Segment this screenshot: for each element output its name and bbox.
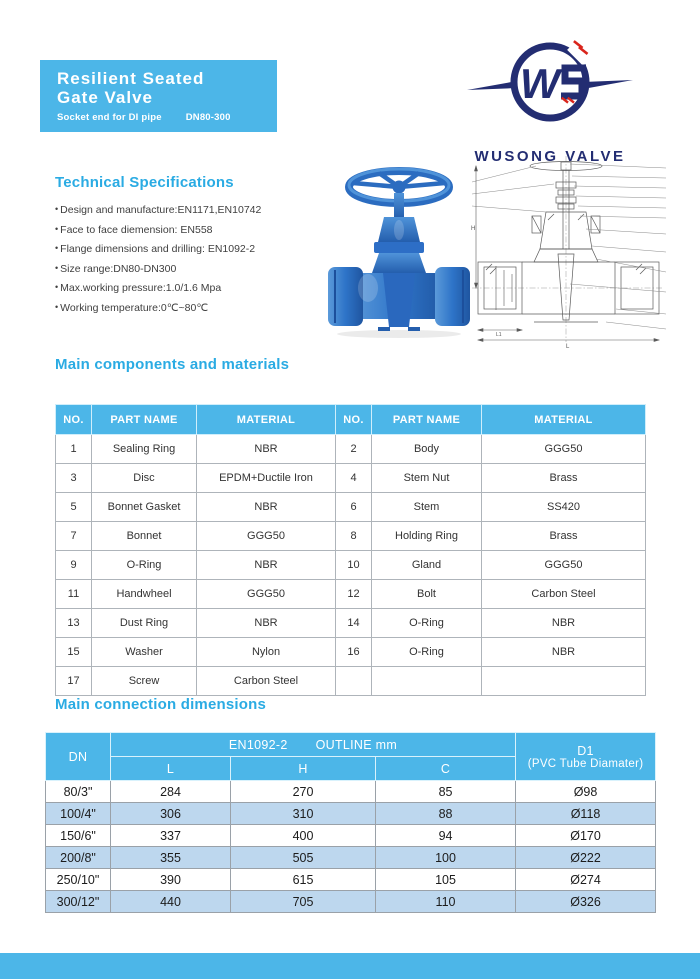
comp-cell: 3	[56, 464, 92, 493]
table-row	[56, 435, 646, 464]
dim-cell: 200/8"	[46, 847, 111, 869]
col-no-header: NO.	[336, 405, 372, 435]
product-title-line2: Gate Valve	[57, 88, 154, 107]
comp-cell: 8	[336, 522, 372, 551]
spec-item: • Size range:DN80-DN300	[55, 259, 335, 279]
col-l-header: L	[111, 757, 231, 781]
d1-label: D1	[577, 743, 594, 758]
dim-cell: 85	[376, 781, 516, 803]
standard-label: EN1092-2	[228, 737, 288, 752]
tech-specs-heading: Technical Specifications	[55, 174, 234, 191]
spec-item: • Flange dimensions and drilling: EN1092-2	[55, 239, 335, 259]
col-h-header: H	[231, 757, 376, 781]
comp-cell: 2	[336, 435, 372, 464]
dim-cell: 250/10"	[46, 869, 111, 891]
comp-cell: 14	[336, 609, 372, 638]
col-dn-header: DN	[46, 733, 111, 781]
comp-cell: 12	[336, 580, 372, 609]
brand-logo	[452, 30, 648, 165]
table-row	[46, 803, 656, 825]
dimensions-heading: Main connection dimensions	[55, 696, 267, 713]
product-title-line1: Resilient Seated	[57, 69, 205, 88]
drawing-dim-l: L	[566, 344, 570, 350]
dim-cell: 310	[231, 803, 376, 825]
comp-cell: Handwheel	[92, 580, 197, 609]
dim-cell: 440	[111, 891, 231, 913]
dim-cell: 400	[231, 825, 376, 847]
col-partname-header: PART NAME	[92, 405, 197, 435]
comp-cell: Washer	[92, 638, 197, 667]
comp-cell: Disc	[92, 464, 197, 493]
table-row	[56, 493, 646, 522]
comp-cell: Carbon Steel	[482, 580, 646, 609]
col-material-header: MATERIAL	[482, 405, 646, 435]
dim-cell: Ø98	[516, 781, 656, 803]
comp-cell: NBR	[197, 435, 336, 464]
dim-cell: 88	[376, 803, 516, 825]
comp-cell: EPDM+Ductile Iron	[197, 464, 336, 493]
comp-cell: O-Ring	[372, 609, 482, 638]
comp-cell: Screw	[92, 667, 197, 696]
dim-cell: Ø326	[516, 891, 656, 913]
dim-cell: 150/6"	[46, 825, 111, 847]
dim-cell: 284	[111, 781, 231, 803]
table-row	[56, 522, 646, 551]
comp-cell: 15	[56, 638, 92, 667]
table-row	[56, 551, 646, 580]
valve-photo	[320, 160, 482, 340]
dim-cell: Ø222	[516, 847, 656, 869]
components-heading: Main components and materials	[55, 356, 290, 373]
comp-cell: Brass	[482, 522, 646, 551]
comp-cell	[372, 667, 482, 696]
table-row	[56, 667, 646, 696]
components-table	[55, 404, 646, 696]
comp-cell: Bonnet	[92, 522, 197, 551]
table-row	[46, 847, 656, 869]
table-row	[56, 464, 646, 493]
dim-cell: 100/4"	[46, 803, 111, 825]
comp-cell: Carbon Steel	[197, 667, 336, 696]
col-c-header: C	[376, 757, 516, 781]
comp-cell: GGG50	[482, 435, 646, 464]
dim-cell: 355	[111, 847, 231, 869]
spec-item: • Working temperature:0℃~80℃	[55, 298, 335, 318]
comp-cell: Body	[372, 435, 482, 464]
comp-cell: 6	[336, 493, 372, 522]
d1-sublabel: (PVC Tube Diamater)	[527, 757, 644, 770]
comp-cell: 1	[56, 435, 92, 464]
table-row	[56, 638, 646, 667]
comp-cell: Dust Ring	[92, 609, 197, 638]
drawing-dim-h: H	[471, 226, 476, 232]
dim-cell: 505	[231, 847, 376, 869]
comp-cell: NBR	[197, 493, 336, 522]
comp-cell: 10	[336, 551, 372, 580]
comp-cell: 5	[56, 493, 92, 522]
comp-cell: 16	[336, 638, 372, 667]
table-row	[56, 609, 646, 638]
comp-cell: Stem Nut	[372, 464, 482, 493]
dim-cell: 337	[111, 825, 231, 847]
dim-cell: 270	[231, 781, 376, 803]
valve-drawing	[466, 154, 673, 350]
dim-cell: 390	[111, 869, 231, 891]
col-d1-header	[516, 733, 656, 781]
spec-item: • Max.working pressure:1.0/1.6 Mpa	[55, 278, 335, 298]
comp-cell: Brass	[482, 464, 646, 493]
dim-cell: 100	[376, 847, 516, 869]
comp-cell: Holding Ring	[372, 522, 482, 551]
dimensions-table	[45, 732, 656, 913]
comp-cell: GGG50	[197, 580, 336, 609]
comp-cell: 17	[56, 667, 92, 696]
dimensions-header-row	[46, 733, 656, 757]
comp-cell: GGG50	[482, 551, 646, 580]
dim-cell: 80/3"	[46, 781, 111, 803]
comp-cell: Nylon	[197, 638, 336, 667]
col-partname-header: PART NAME	[372, 405, 482, 435]
dim-cell: 705	[231, 891, 376, 913]
size-range-badge: DN80-300	[185, 112, 231, 123]
dim-cell: Ø118	[516, 803, 656, 825]
dim-cell: Ø170	[516, 825, 656, 847]
comp-cell: Gland	[372, 551, 482, 580]
comp-cell: O-Ring	[92, 551, 197, 580]
comp-cell: 4	[336, 464, 372, 493]
outline-group-header	[111, 733, 516, 757]
dim-cell: 110	[376, 891, 516, 913]
comp-cell: Stem	[372, 493, 482, 522]
brand-name: WUSONG VALVE	[474, 148, 626, 165]
drawing-dim-l1: L1	[496, 332, 502, 338]
logo-mark-icon	[465, 30, 635, 142]
table-row	[46, 869, 656, 891]
comp-cell	[482, 667, 646, 696]
comp-cell: 13	[56, 609, 92, 638]
comp-cell: O-Ring	[372, 638, 482, 667]
col-material-header: MATERIAL	[197, 405, 336, 435]
comp-cell: NBR	[197, 609, 336, 638]
spec-item: • Face to face diemension: EN558	[55, 220, 335, 240]
comp-cell: Bonnet Gasket	[92, 493, 197, 522]
product-subtitle: Socket end for DI pipe	[57, 112, 162, 123]
comp-cell: 11	[56, 580, 92, 609]
table-row	[46, 781, 656, 803]
components-header-row	[56, 405, 646, 435]
comp-cell	[336, 667, 372, 696]
comp-cell: SS420	[482, 493, 646, 522]
dim-cell: 300/12"	[46, 891, 111, 913]
dim-cell: 105	[376, 869, 516, 891]
dim-cell: Ø274	[516, 869, 656, 891]
table-row	[46, 891, 656, 913]
comp-cell: Sealing Ring	[92, 435, 197, 464]
header-block	[40, 60, 277, 132]
spec-list	[55, 200, 335, 317]
col-no-header: NO.	[56, 405, 92, 435]
comp-cell: Bolt	[372, 580, 482, 609]
logo-monogram-w: W	[520, 60, 560, 107]
comp-cell: NBR	[197, 551, 336, 580]
dim-cell: 306	[111, 803, 231, 825]
comp-cell: NBR	[482, 609, 646, 638]
spec-item: • Design and manufacture:EN1171,EN10742	[55, 200, 335, 220]
comp-cell: NBR	[482, 638, 646, 667]
comp-cell: 7	[56, 522, 92, 551]
footer-bar	[0, 953, 700, 979]
table-row	[56, 580, 646, 609]
outline-label: OUTLINE mm	[315, 737, 398, 752]
table-row	[46, 825, 656, 847]
dim-cell: 94	[376, 825, 516, 847]
comp-cell: 9	[56, 551, 92, 580]
comp-cell: GGG50	[197, 522, 336, 551]
dim-cell: 615	[231, 869, 376, 891]
